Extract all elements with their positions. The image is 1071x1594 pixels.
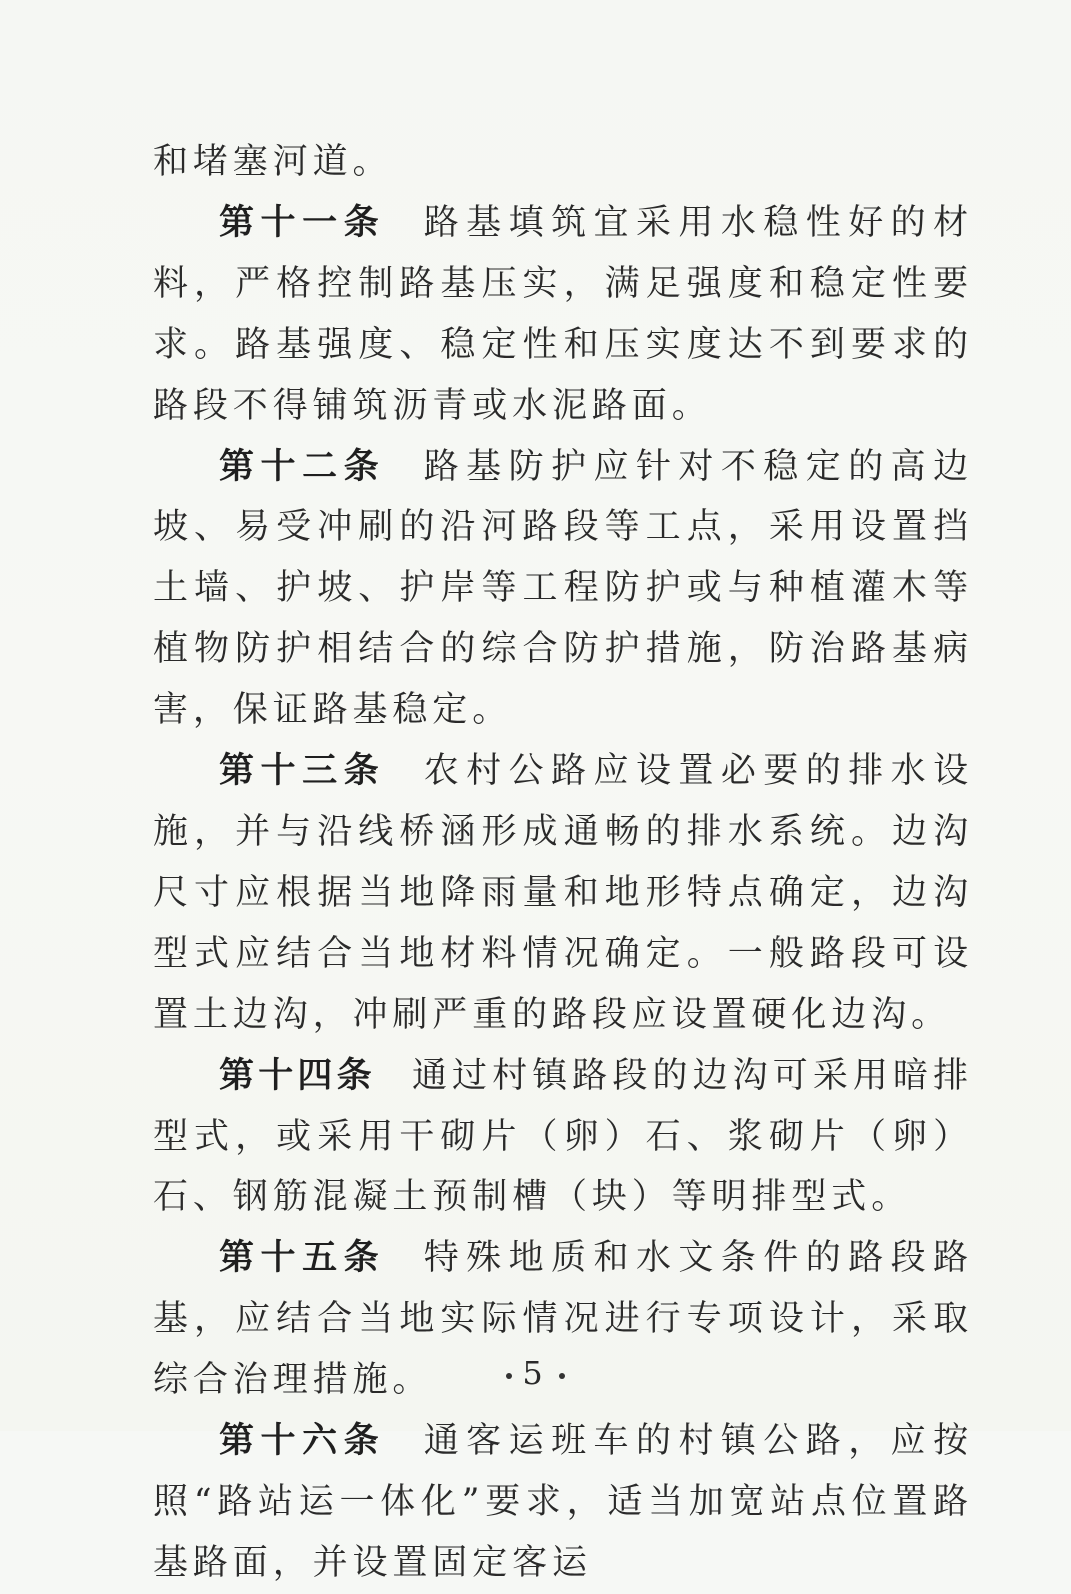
page-number-value: 5 bbox=[522, 1354, 549, 1392]
article-number: 第十一条 bbox=[219, 202, 386, 243]
article-number: 第十六条 bbox=[219, 1421, 386, 1462]
article-11 bbox=[153, 193, 973, 437]
paragraph-continuation bbox=[153, 132, 973, 193]
dot-left bbox=[506, 1373, 512, 1379]
article-number: 第十二条 bbox=[219, 446, 386, 487]
article-number: 第十四条 bbox=[219, 1055, 376, 1096]
article-number: 第十三条 bbox=[219, 751, 386, 792]
article-14 bbox=[153, 1046, 973, 1229]
paragraph-text: 和堵塞河道。 bbox=[153, 142, 393, 182]
article-text: 路基填筑宜采用水稳性好的材料，严格控制路基压实，满足强度和稳定性要求。路基强度、稳定性和压实度达不到要求的路段不得铺筑沥青或水泥路面。 bbox=[153, 202, 973, 426]
article-13 bbox=[153, 741, 973, 1046]
page-number bbox=[0, 1354, 1071, 1392]
dot-right bbox=[559, 1373, 565, 1379]
article-16 bbox=[153, 1411, 973, 1594]
article-12 bbox=[153, 437, 973, 742]
article-text: 通客运班车的村镇公路，应按照“路站运一体化”要求，适当加宽站点位置路基路面，并设置固定客运 bbox=[153, 1421, 973, 1583]
article-text: 路基防护应针对不稳定的高边坡、易受冲刷的沿河路段等工点，采用设置挡土墙、护坡、护岸等工程防护或与种植灌木等植物防护相结合的综合防护措施，防治路基病害，保证路基稳定。 bbox=[153, 446, 973, 731]
article-text: 特殊地质和水文条件的路段路基，应结合当地实际情况进行专项设计，采取综合治理措施。 bbox=[153, 1238, 973, 1401]
article-number: 第十五条 bbox=[219, 1238, 386, 1279]
article-text: 农村公路应设置必要的排水设施，并与沿线桥涵形成通畅的排水系统。边沟尺寸应根据当地降雨量和地形特点确定，边沟型式应结合当地材料情况确定。一般路段可设置土边沟，冲刷严重的路段应设置硬化边沟。 bbox=[153, 751, 973, 1035]
article-text: 通过村镇路段的边沟可采用暗排型式，或采用干砌片（卵）石、浆砌片（卵）石、钢筋混凝土预制槽（块）等明排型式。 bbox=[153, 1055, 973, 1218]
